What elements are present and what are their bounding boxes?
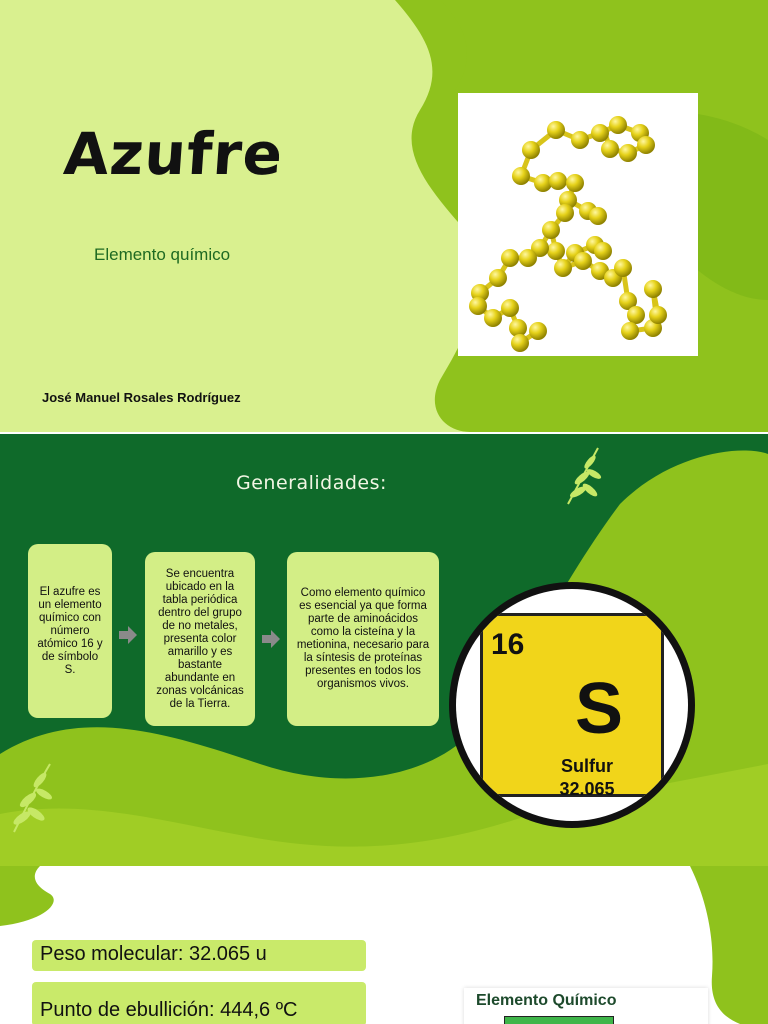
info-card-text: Como elemento químico es esencial ya que forma parte de aminoácidos como la cisteína y la metionina, necesario para la síntesis de proteínas presentes en todos los organismos vivos. bbox=[296, 587, 430, 690]
property-box bbox=[32, 982, 366, 1024]
leaf-icon bbox=[4, 762, 56, 834]
property-text: Peso molecular: 32.065 u bbox=[40, 943, 267, 965]
periodic-element-badge bbox=[449, 582, 695, 828]
info-card bbox=[287, 552, 439, 726]
sulfur-molecule-image bbox=[458, 93, 698, 356]
generalities-slide bbox=[0, 434, 768, 866]
properties-slide bbox=[0, 866, 768, 1024]
atomic-number: 16 bbox=[491, 628, 525, 661]
arrow-right-icon bbox=[261, 630, 281, 648]
title-slide bbox=[0, 0, 768, 432]
leaf-icon bbox=[558, 446, 608, 506]
page-title: Azufre bbox=[61, 120, 286, 188]
atomic-mass: 32.065 bbox=[559, 779, 615, 799]
property-text: Punto de ebullición: 444,6 ºC bbox=[40, 999, 298, 1021]
element-mini-card bbox=[464, 988, 708, 1024]
author-name: José Manuel Rosales Rodríguez bbox=[42, 390, 241, 405]
mini-card-title: Elemento Químico bbox=[476, 992, 617, 1009]
info-card-text: Se encuentra ubicado en la tabla periódica dentro del grupo de no metales, presenta color amarillo y es bastante abundante en zonas volcánicas de la Tierra. bbox=[156, 567, 244, 710]
element-symbol: S bbox=[574, 669, 624, 749]
section-title: Generalidades: bbox=[236, 472, 387, 494]
info-card bbox=[28, 544, 112, 718]
property-box bbox=[32, 940, 366, 971]
info-card bbox=[145, 552, 255, 726]
info-card-text: El azufre es un elemento químico con número atómico 16 y de símbolo S. bbox=[37, 585, 103, 676]
mini-element-tile bbox=[504, 1016, 614, 1024]
molecule-illustration bbox=[458, 93, 698, 356]
element-name: Sulfur bbox=[561, 756, 613, 776]
arrow-right-icon bbox=[118, 626, 138, 644]
element-tile bbox=[480, 613, 664, 797]
subtitle: Elemento químico bbox=[94, 245, 231, 264]
